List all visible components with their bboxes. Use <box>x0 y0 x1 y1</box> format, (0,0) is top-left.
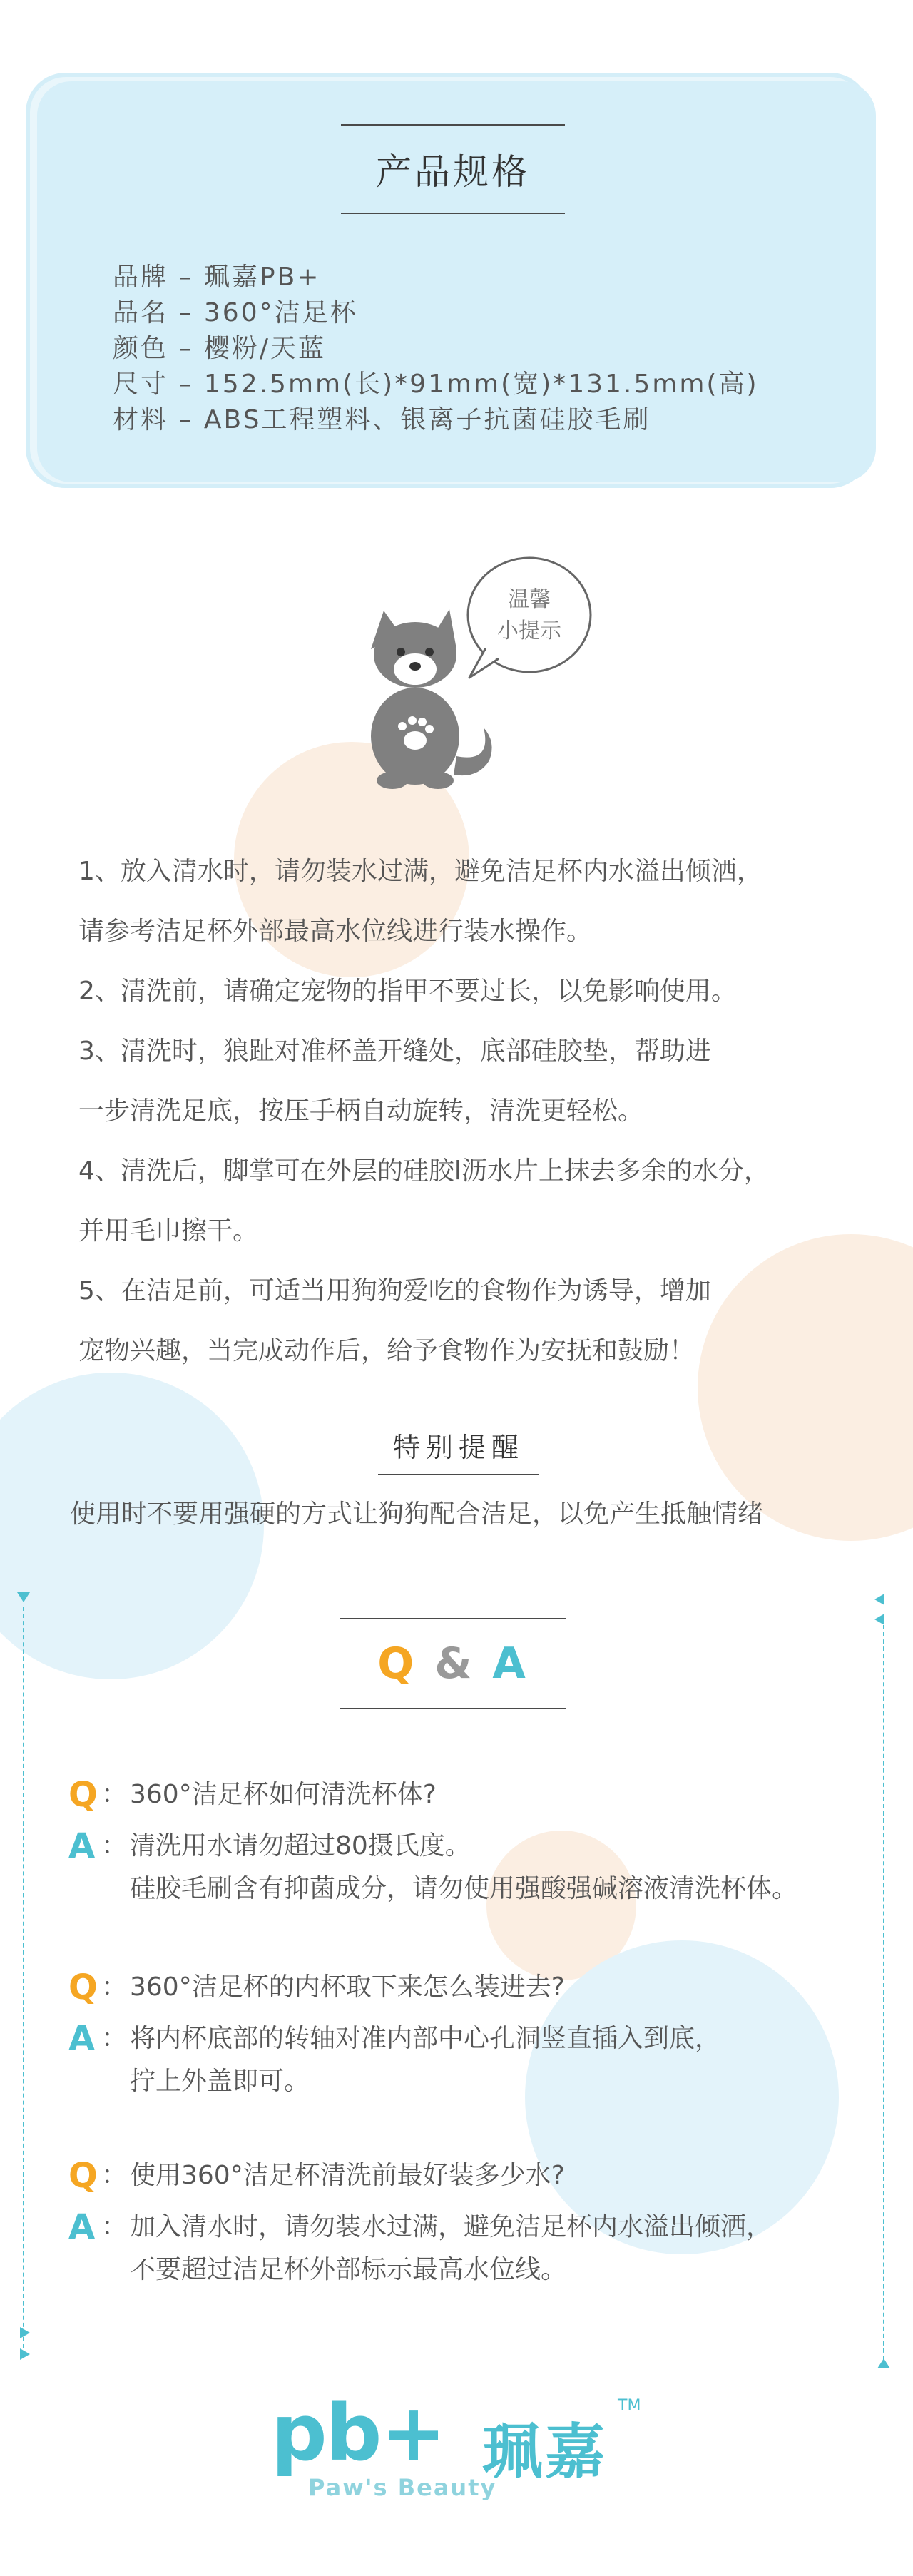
qa-title-amp: & <box>434 1639 475 1689</box>
colon: ： <box>101 2212 128 2241</box>
spec-row-name: 品名 – 360°洁足杯 <box>113 298 358 327</box>
brand-logo <box>271 2387 656 2511</box>
tip-line: 5、在洁足前，可适当用狗狗爱吃的食物作为诱导，增加 <box>78 1276 711 1305</box>
dog-eye-right <box>425 648 434 656</box>
qa-item-3 <box>68 2154 867 2291</box>
bubble-line-1: 温馨 <box>508 587 551 612</box>
colon: ： <box>101 1780 128 1809</box>
logo-subtitle: Paw's Beauty <box>308 2474 497 2501</box>
question-letter: Q <box>68 1967 98 2007</box>
special-title: 特别提醒 <box>392 1431 524 1463</box>
tip-line: 一步清洗足底，按压手柄自动旋转，清洗更轻松。 <box>78 1096 644 1126</box>
tip-line: 1、放入清水时，请勿装水过满，避免洁足杯内水溢出倾洒， <box>78 857 762 886</box>
triangle-left-icon <box>874 1614 884 1625</box>
tip-line: 并用毛巾擦干。 <box>78 1216 259 1246</box>
qa-item-1 <box>68 1773 867 1910</box>
answer-letter: A <box>68 2019 96 2059</box>
special-title-frame <box>378 1415 539 1475</box>
qa-title-q: Q <box>377 1639 417 1689</box>
colon: ： <box>101 1831 128 1860</box>
qa-title <box>377 1639 529 1689</box>
dog-nose <box>409 662 421 671</box>
answer-letter: A <box>68 1826 96 1866</box>
dog-mascot-icon <box>350 549 606 792</box>
logo-mark: pb+ <box>271 2387 445 2478</box>
question-text: 使用360°洁足杯清洗前最好装多少水? <box>130 2161 565 2190</box>
dashed-line-right <box>883 1625 884 2367</box>
question-text: 360°洁足杯如何清洗杯体? <box>130 1780 437 1809</box>
question-letter: Q <box>68 1775 98 1815</box>
answer-letter: A <box>68 2207 96 2247</box>
colon: ： <box>101 1972 128 2002</box>
spec-row-size: 尺寸 – 152.5mm(长)*91mm(宽)*131.5mm(高) <box>113 370 759 399</box>
answer-text-cont: 拧上外盖即可。 <box>130 2067 310 2096</box>
special-text: 使用时不要用强硬的方式让狗狗配合洁足，以免产生抵触情绪 <box>70 1500 764 1529</box>
tip-line: 4、清洗后，脚掌可在外层的硅胶l沥水片上抹去多余的水分， <box>78 1156 770 1186</box>
qa-item-2 <box>68 1966 867 2103</box>
answer-text: 清洗用水请勿超过80摄氏度。 <box>130 1831 471 1860</box>
tip-line: 宠物兴趣，当完成动作后，给予食物作为安抚和鼓励！ <box>78 1336 695 1365</box>
triangle-right-icon <box>20 2348 30 2360</box>
spec-title: 产品规格 <box>376 151 530 193</box>
qa-title-frame <box>340 1618 566 1709</box>
qa-title-a: A <box>492 1639 529 1689</box>
tip-line: 2、清洗前，请确定宠物的指甲不要过长，以免影响使用。 <box>78 977 737 1006</box>
tips-list <box>78 842 877 1381</box>
bubble-line-2: 小提示 <box>497 618 561 643</box>
spec-list <box>113 260 759 438</box>
spec-row-material: 材料 – ABS工程塑料、银离子抗菌硅胶毛刷 <box>113 405 651 434</box>
spec-row-color: 颜色 – 樱粉/天蓝 <box>113 334 327 363</box>
answer-text: 将内杯底部的转轴对准内部中心孔洞竖直插入到底， <box>130 2024 721 2053</box>
spec-title-frame <box>341 124 565 214</box>
logo-chinese-name: 珮嘉 <box>482 2417 608 2487</box>
colon: ： <box>101 2024 128 2053</box>
triangle-up-icon <box>877 2358 890 2368</box>
speech-bubble <box>468 558 591 678</box>
spec-row-brand: 品牌 – 珮嘉PB+ <box>113 263 321 292</box>
triangle-left-icon <box>874 1594 884 1605</box>
triangle-right-icon <box>20 2327 30 2338</box>
trademark: TM <box>618 2397 641 2415</box>
answer-text-cont: 不要超过洁足杯外部标示最高水位线。 <box>130 2255 567 2284</box>
question-text: 360°洁足杯的内杯取下来怎么装进去? <box>130 1972 565 2002</box>
answer-text: 加入清水时，请勿装水过满，避免洁足杯内水溢出倾洒， <box>130 2212 772 2241</box>
triangle-down-icon <box>17 1592 30 1602</box>
dashed-line-left <box>23 1607 24 2356</box>
answer-text-cont: 硅胶毛刷含有抑菌成分，请勿使用强酸强碱溶液清洗杯体。 <box>130 1874 798 1903</box>
tip-line: 3、清洗时，狼趾对准杯盖开缝处，底部硅胶垫，帮助进 <box>78 1037 711 1066</box>
dog-eye-left <box>397 648 405 656</box>
tip-line: 请参考洁足杯外部最高水位线进行装水操作。 <box>78 917 593 946</box>
question-letter: Q <box>68 2156 98 2196</box>
colon: ： <box>101 2161 128 2190</box>
